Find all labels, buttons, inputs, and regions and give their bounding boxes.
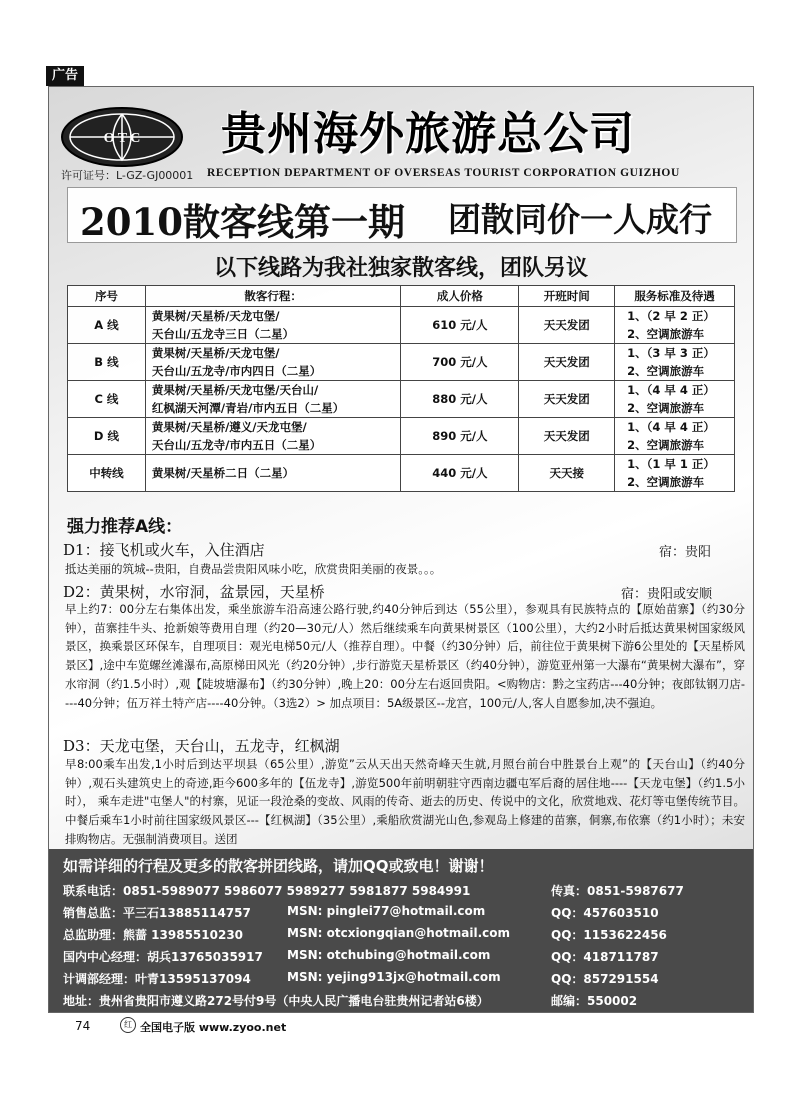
service-line: 1、（4 早 4 正）: [627, 383, 715, 397]
route-id: 中转线: [68, 455, 146, 492]
itinerary-line: 黄果树/天星桥二日（二星）: [151, 466, 295, 480]
route-id: C 线: [68, 381, 146, 418]
header-id: 序号: [68, 286, 146, 307]
contact-role: 总监助理：熊蔷 13985510230: [63, 928, 244, 942]
service-line: 2、空调旅游车: [627, 401, 705, 415]
day3-title: D3：天龙屯堡，天台山，五龙寺，红枫湖: [63, 737, 340, 755]
day2-text: 早上约7：00分左右集体出发，乘坐旅游车沿高速公路行驶,约40分钟后到达（55公里），参观具有民族特点的【原始苗寨】（约30分钟），苗寨挂牛头、抢新娘等费用自理（约20—30元/人）然后继续乘车向黄果树景区（100公里），大约2小时后抵达黄果树国家级风景区，换乘景区环保车，自理项目：观光电梯50元/人（推荐自理）。中餐（约30分钟）后，前往位于黄果树下游6公里处的【天星桥风景区】,途中车览螺丝滩瀑布,高原梯田风光（约20分钟）,步行游览天星桥景区（约40分钟），游览亚州第一大瀑布“黄果树大瀑布”，穿水帘洞（约1.5小时）,观【陡坡塘瀑布】（约30分钟）,晚上20：00分左右返回贵阳。<购物店：黔之宝药店---40分钟；夜郎钛钢刀店----40分钟；伍万祥土特产店----40分钟。（3选2）> 加点项目：5A级景区--龙宫，100元/人,客人自愿参加,决不强迫。: [65, 602, 745, 710]
day2-title: D2：黄果树，水帘洞，盆景园，天星桥: [63, 583, 325, 601]
itinerary-line: 天台山/五龙寺三日（二星）: [151, 327, 295, 341]
route-schedule: 天天发团: [519, 418, 615, 455]
contact-address: 地址：贵州省贵阳市遵义路272号付9号（中央人民广播电台驻贵州记者站6楼）: [63, 994, 489, 1008]
service-line: 2、空调旅游车: [627, 475, 705, 489]
contact-fax: 传真：0851-5987677: [551, 884, 684, 898]
contact-phone: 联系电话：0851-5989077 5986077 5989277 5981877 5984991: [63, 884, 471, 898]
service-line: 1、（2 早 2 正）: [627, 309, 715, 323]
header-schedule: 开班时间: [519, 286, 615, 307]
circle-mark: 红: [120, 1017, 136, 1033]
route-schedule: 天天发团: [519, 307, 615, 344]
day1-title: D1：接飞机或火车，入住酒店: [63, 541, 265, 559]
service-line: 2、空调旅游车: [627, 438, 705, 452]
banner-year-title: 2010散客线第一期: [80, 200, 405, 244]
route-price: 440 元/人: [401, 455, 519, 492]
day1-text: 抵达美丽的筑城--贵阳，自费品尝贵阳风味小吃，欣赏贵阳美丽的夜景。。。: [65, 562, 442, 576]
route-schedule: 天天发团: [519, 381, 615, 418]
table-row: [68, 418, 735, 455]
route-itinerary: [145, 455, 401, 492]
edition-website: 全国电子版 www.zyoo.net: [140, 1021, 287, 1034]
day2-stay: 宿：贵阳或安顺: [621, 587, 713, 602]
itinerary-line: 黄果树/天星桥/天龙屯堡/天台山/: [151, 383, 319, 397]
day3-text: 早8:00乘车出发,1小时后到达平坝县（65公里）,游览”云从天出天然奇峰天生就,月照台前台中胜景台上观”的【天台山】（约40分钟）,观石头建筑史上的奇迹,距今600多年的【伍龙寺】,游览500年前明朝驻守西南边疆屯军后裔的居住地----【天龙屯堡】（约1.5小时）， 乘车走进"屯堡人"的村寨，见证一段沧桑的变故、风雨的传奇、逝去的历史、传说中的文化，欣赏地戏、花灯等屯堡传统节目。中餐后乘车1小时前往国家级风景区---【红枫湖】（35公里）,乘船欣赏湖光山色,参观岛上修建的苗寨，侗寨,布依寨（约1小时）；未安排购物店。无强制消费项目。送团: [65, 757, 745, 846]
table-row: [68, 344, 735, 381]
advertisement-frame: [48, 86, 754, 1013]
company-name: 贵州海外旅游总公司: [221, 107, 636, 160]
route-schedule: 天天发团: [519, 344, 615, 381]
contact-qq: QQ：1153622456: [551, 928, 667, 942]
page-number: 74: [75, 1019, 91, 1033]
route-price: 890 元/人: [401, 418, 519, 455]
route-itinerary: [145, 344, 401, 381]
itinerary-line: 天台山/五龙寺/市内五日（二星）: [151, 438, 322, 452]
route-service: [615, 307, 735, 344]
banner-slogan: 团散同价一人成行: [448, 200, 712, 239]
route-schedule: 天天接: [519, 455, 615, 492]
route-table: [67, 285, 735, 492]
table-header-row: [68, 286, 735, 307]
svg-text:O T C: O T C: [103, 131, 141, 146]
route-service: [615, 455, 735, 492]
contact-msn: MSN: pinglei77@hotmail.com: [287, 904, 486, 918]
table-row: [68, 455, 735, 492]
recommend-title: 强力推荐A线：: [67, 517, 183, 537]
itinerary-line: 黄果树/天星桥/遵义/天龙屯堡/: [151, 420, 307, 434]
service-line: 2、空调旅游车: [627, 327, 705, 341]
contact-msn: MSN: otchubing@hotmail.com: [287, 948, 491, 962]
contact-msn: MSN: yejing913jx@hotmail.com: [287, 970, 501, 984]
route-itinerary: [145, 418, 401, 455]
route-price: 610 元/人: [401, 307, 519, 344]
contact-qq: QQ：857291554: [551, 972, 659, 986]
promo-banner: [67, 187, 737, 243]
table-row: [68, 381, 735, 418]
english-company-name: RECEPTION DEPARTMENT OF OVERSEAS TOURIST CORPORATION GUIZHOU: [207, 167, 680, 179]
header-itinerary: 散客行程：: [145, 286, 401, 307]
subtitle: 以下线路为我社独家散客线，团队另议: [213, 256, 588, 281]
service-line: 1、（3 早 3 正）: [627, 346, 715, 360]
route-itinerary: [145, 307, 401, 344]
route-id: D 线: [68, 418, 146, 455]
contact-role: 国内中心经理：胡兵13765035917: [63, 950, 263, 964]
route-price: 880 元/人: [401, 381, 519, 418]
contact-heading: 如需详细的行程及更多的散客拼团线路，请加QQ或致电！谢谢！: [63, 857, 494, 875]
route-id: A 线: [68, 307, 146, 344]
contact-postcode: 邮编：550002: [551, 994, 638, 1008]
itinerary-line: 红枫湖天河潭/青岩/市内五日（二星）: [151, 401, 345, 415]
itinerary-line: 黄果树/天星桥/天龙屯堡/: [151, 309, 280, 323]
service-line: 1、（4 早 4 正）: [627, 420, 715, 434]
route-service: [615, 418, 735, 455]
service-line: 1、（1 早 1 正）: [627, 457, 715, 471]
table-row: [68, 307, 735, 344]
route-service: [615, 381, 735, 418]
contact-role: 销售总监：平三石13885114757: [63, 906, 251, 920]
day1-stay: 宿：贵阳: [659, 545, 712, 560]
route-id: B 线: [68, 344, 146, 381]
otc-logo: [59, 105, 185, 169]
route-itinerary: [145, 381, 401, 418]
license-number: 许可证号：L-GZ-GJ00001: [61, 169, 194, 182]
ad-tag: 广告: [46, 66, 84, 86]
route-service: [615, 344, 735, 381]
itinerary-line: 天台山/五龙寺/市内四日（二星）: [151, 364, 322, 378]
service-line: 2、空调旅游车: [627, 364, 705, 378]
contact-qq: QQ：457603510: [551, 906, 659, 920]
contact-msn: MSN: otcxiongqian@hotmail.com: [287, 926, 511, 940]
header-price: 成人价格: [401, 286, 519, 307]
itinerary-line: 黄果树/天星桥/天龙屯堡/: [151, 346, 280, 360]
contact-qq: QQ：418711787: [551, 950, 659, 964]
header-service: 服务标准及待遇: [615, 286, 735, 307]
route-price: 700 元/人: [401, 344, 519, 381]
contact-panel: [49, 849, 753, 1012]
contact-role: 计调部经理：叶青13595137094: [63, 972, 251, 986]
